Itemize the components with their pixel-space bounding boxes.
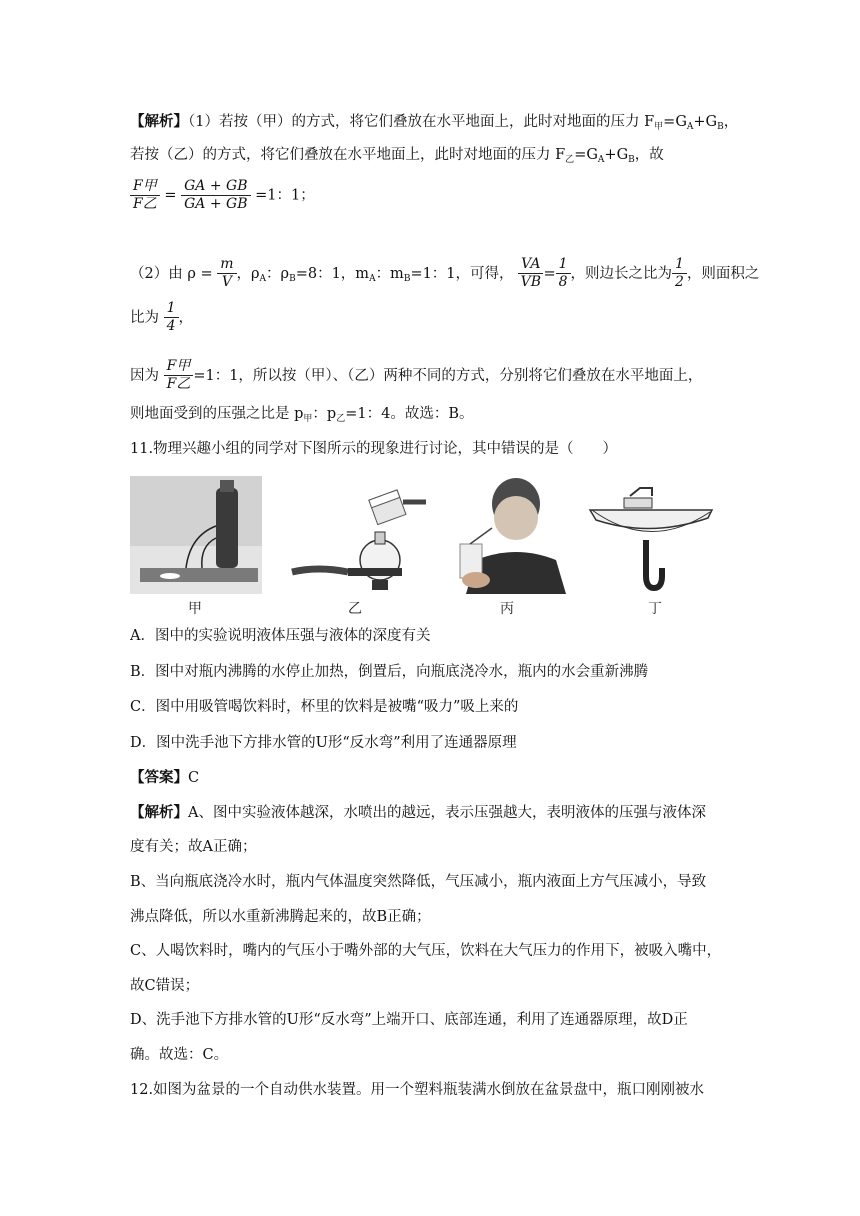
option-a: A．图中的实验说明液体压强与液体的深度有关 <box>130 628 431 644</box>
analysis-line-5: 比为 $\frac{1}{4}$ ， <box>130 300 194 334</box>
analysis-tag: 【解析】 <box>130 113 188 130</box>
analysis-2-line-7: D、洗手池下方排水管的U形“反水弯”上端开口、底部连通，利用了连通器原理，故D正 <box>130 1012 688 1028</box>
option-c: C．图中用吸管喝饮料时，杯里的饮料是被嘴“吸力”吸上来的 <box>130 699 519 715</box>
fraction-1-4: $\frac{1}{4}$ <box>164 300 179 335</box>
option-b: B．图中对瓶内沸腾的水停止加热，倒置后，向瓶底浇冷水，瓶内的水会重新沸腾 <box>130 664 649 680</box>
analysis-tag-2: 【解析】 <box>130 804 188 821</box>
fraction-f-jia-f-yi-2: $\frac{\text{F甲}}{\text{F乙}}$ <box>164 358 194 393</box>
analysis-2-line-4: 沸点降低，所以水重新沸腾起来的，故B正确； <box>130 909 431 925</box>
fraction-va-vb: $\frac{VA}{VB}$ <box>518 256 543 291</box>
option-d: D．图中洗手池下方排水管的U形“反水弯”利用了连通器原理 <box>130 735 517 751</box>
figure-bing-child-drinking <box>452 476 566 594</box>
fraction-1-2: $\frac{1}{2}$ <box>672 256 687 291</box>
question-12-stem: 12.如图为盆景的一个自动供水装置。用一个塑料瓶装满水倒放在盆景盘中，瓶口刚刚被水 <box>130 1082 705 1098</box>
fraction-m-v: $\frac{m}{V}$ <box>217 256 236 291</box>
analysis-2-line-1: 【解析】A、图中实验液体越深，水喷出的越远，表示压强越大，表明液体的压强与液体深 <box>130 804 706 821</box>
question-11-stem: 11.物理兴趣小组的同学对下图所示的现象进行讨论，其中错误的是（ ） <box>130 441 618 457</box>
analysis-line-2: 若按（乙）的方式，将它们叠放在水平地面上，此时对地面的压力 $F_乙=G_A+G_B$，故 <box>130 147 664 165</box>
fraction-ga-gb: $\frac{GA + GB}{GA + GB}$ <box>181 178 250 213</box>
analysis-2-line-6: 故C错误； <box>130 978 200 994</box>
analysis-2-line-3: B、当向瓶底浇冷水时，瓶内气体温度突然降低，气压减小，瓶内液面上方气压减小，导致 <box>130 874 707 890</box>
analysis-line-6: 因为 $\frac{\text{F甲}}{\text{F乙}}$ =1：1，所以按（甲）、（乙）两种不同的方式，分别将它们叠放在水平地面上， <box>130 358 703 392</box>
answer-line <box>130 768 199 788</box>
figure-label-yi: 乙 <box>348 601 362 617</box>
analysis-2-line-5: C、人喝饮料时，嘴内的气压小于嘴外部的大气压，饮料在大气压力的作用下，被吸入嘴中， <box>130 943 722 959</box>
answer-value: C <box>188 770 200 786</box>
figure-label-jia: 甲 <box>188 601 202 617</box>
analysis-2-line-8: 确。故选：C。 <box>130 1047 229 1063</box>
analysis-line-4: （2）由 ρ = $\frac{m}{V}$ ，$\rho_A$：$\rho_B=8$：1，$m_A$：$m_B=1$：1，可得， $\frac{VA}{VB}$ = $\frac{1}{8}$ ，则边长之比为 $\frac{1}{2}$ ，则面积之 <box>130 256 760 290</box>
fraction-1-8: $\frac{1}{8}$ <box>556 256 571 291</box>
formula-force-ratio: $\frac{\text{F甲}}{\text{F乙}}$ = $\frac{GA + GB}{GA + GB}$ =1：1； <box>130 178 315 213</box>
figure-label-bing: 丙 <box>500 601 514 617</box>
analysis-line-7: 则地面受到的压强之比是 $p_甲$：$p_乙=1$：4。故选：B。 <box>130 406 474 424</box>
analysis-line-1: 【解析】（1）若按（甲）的方式，将它们叠放在水平地面上，此时对地面的压力 $F_甲=G_A+G_B$， <box>130 113 739 132</box>
analysis-2-line-2: 度有关；故A正确； <box>130 839 257 855</box>
figure-yi-flask <box>288 476 428 594</box>
fraction-f-jia-f-yi: $\frac{\text{F甲}}{\text{F乙}}$ <box>130 178 160 213</box>
answer-tag: 【答案】 <box>130 769 188 786</box>
figure-label-ding: 丁 <box>648 601 662 617</box>
figure-jia-bottle-experiment <box>130 476 262 594</box>
figure-ding-sink <box>586 476 716 594</box>
